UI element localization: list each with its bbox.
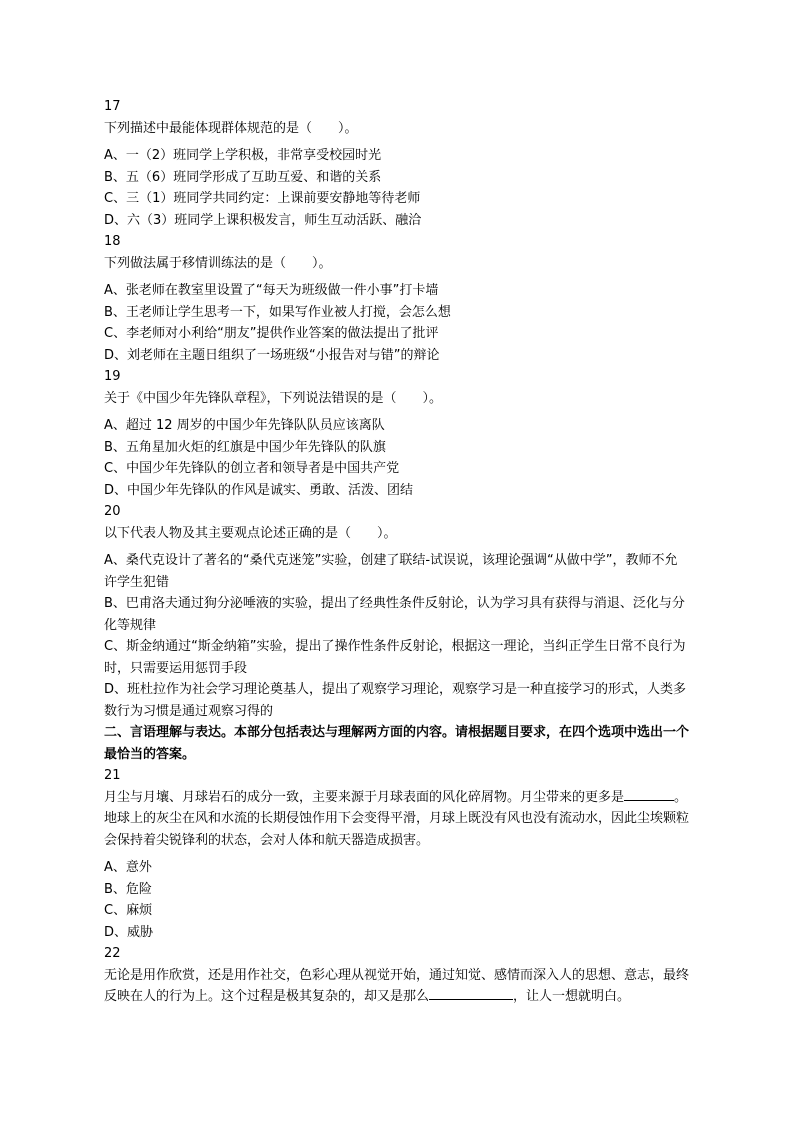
exam-page bbox=[104, 96, 690, 1008]
stem-part-1: 无论是用作欣赏，还是用作社交，色彩心理从视觉开始，通过知觉、感情而深入人的思想、意志，最终反映在人的行为上。这个过程是极其复杂的，却又是那么 bbox=[104, 967, 690, 1004]
option-d: D、威胁 bbox=[104, 924, 154, 940]
question-number: 19 bbox=[104, 369, 121, 384]
stem-part-2: ，让人一想就明白。 bbox=[513, 989, 631, 1004]
question-number: 18 bbox=[104, 234, 121, 249]
question-17 bbox=[104, 96, 690, 231]
option-d: D、刘老师在主题日组织了一场班级“小报告对与错”的辩论 bbox=[104, 347, 440, 363]
question-stem: 下列描述中最能体现群体规范的是（ ）。 bbox=[104, 120, 358, 136]
option-b: B、危险 bbox=[104, 881, 152, 897]
question-stem: 下列做法属于移情训练法的是（ ）。 bbox=[104, 255, 332, 271]
option-b: B、五（6）班同学形成了互助互爱、和谐的关系 bbox=[104, 169, 382, 185]
option-c: C、三（1）班同学共同约定：上课前要安静地等待老师 bbox=[104, 191, 421, 206]
option-a: A、一（2）班同学上学积极，非常享受校园时光 bbox=[104, 148, 382, 163]
option-d: D、中国少年先锋队的作风是诚实、勇敢、活泼、团结 bbox=[104, 482, 414, 498]
question-20 bbox=[104, 501, 690, 722]
question-22 bbox=[104, 943, 690, 1008]
question-stem: 关于《中国少年先锋队章程》，下列说法错误的是（ ）。 bbox=[104, 390, 443, 406]
question-19 bbox=[104, 366, 690, 501]
option-d: D、六（3）班同学上课积极发言，师生互动活跃、融洽 bbox=[104, 212, 422, 228]
question-number: 20 bbox=[104, 504, 121, 519]
option-a: A、超过 12 周岁的中国少年先锋队队员应该离队 bbox=[104, 418, 385, 433]
option-c: C、中国少年先锋队的创立者和领导者是中国共产党 bbox=[104, 461, 400, 476]
question-stem bbox=[104, 787, 690, 852]
stem-part-1: 月尘与月壤、月球岩石的成分一致，主要来源于月球表面的风化碎屑物。月尘带来的更多是 bbox=[104, 789, 625, 805]
question-number: 21 bbox=[104, 768, 121, 783]
question-21 bbox=[104, 765, 690, 943]
section-heading: 二、言语理解与表达。本部分包括表达与理解两方面的内容。请根据题目要求，在四个选项中选出一个最恰当的答案。 bbox=[104, 725, 690, 762]
option-c: C、麻烦 bbox=[104, 903, 153, 918]
option-d: D、班杜拉作为社会学习理论奠基人，提出了观察学习理论，观察学习是一种直接学习的形式，人类多数行为习惯是通过观察习得的 bbox=[104, 682, 687, 719]
answer-blank bbox=[624, 787, 674, 801]
stem-part-2: 。地球上的灰尘在风和水流的长期侵蚀作用下会变得平滑，月球上既没有风也没有流动水，因此尘埃颗粒会保持着尖锐锋利的状态，会对人体和航天器造成损害。 bbox=[104, 789, 690, 848]
question-18 bbox=[104, 231, 690, 366]
question-number: 17 bbox=[104, 99, 121, 114]
answer-blank bbox=[429, 986, 513, 1000]
option-c: C、斯金纳通过“斯金纳箱”实验，提出了操作性条件反射论，根据这一理论，当纠正学生日常不良行为时，只需要运用惩罚手段 bbox=[104, 639, 686, 676]
question-stem: 以下代表人物及其主要观点论述正确的是（ ）。 bbox=[104, 525, 397, 541]
question-number: 22 bbox=[104, 946, 121, 961]
option-b: B、巴甫洛夫通过狗分泌唾液的实验，提出了经典性条件反射论，认为学习具有获得与消退、泛化与分化等规律 bbox=[104, 596, 685, 633]
option-a: A、意外 bbox=[104, 860, 152, 875]
option-b: B、王老师让学生思考一下，如果写作业被人打搅，会怎么想 bbox=[104, 304, 451, 320]
option-c: C、李老师对小利给“朋友”提供作业答案的做法提出了批评 bbox=[104, 326, 439, 341]
option-a: A、张老师在教室里设置了“每天为班级做一件小事”打卡墙 bbox=[104, 283, 439, 298]
question-stem bbox=[104, 965, 690, 1008]
option-a: A、桑代克设计了著名的“桑代克迷笼”实验，创建了联结-试误说，该理论强调“从做中学”，教师不允许学生犯错 bbox=[104, 553, 678, 590]
option-b: B、五角星加火炬的红旗是中国少年先锋队的队旗 bbox=[104, 439, 386, 455]
